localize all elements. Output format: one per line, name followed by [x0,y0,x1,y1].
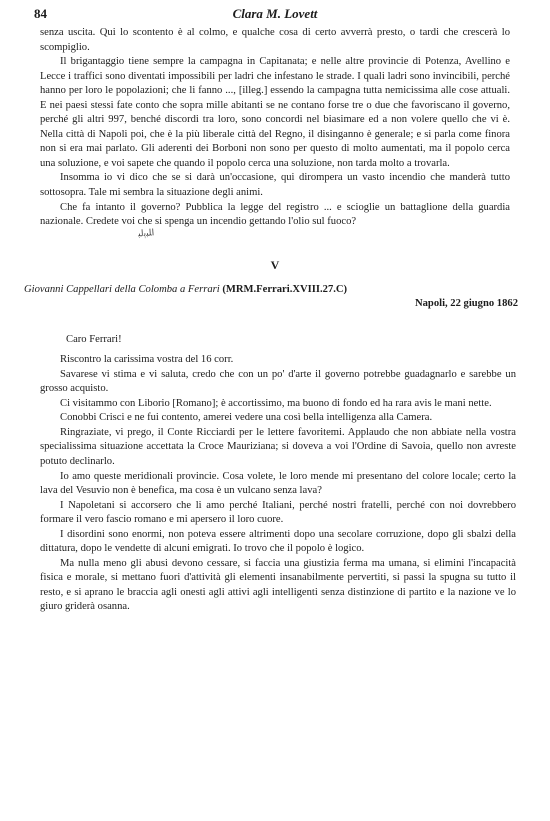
running-head [34,4,510,26]
paragraph: Che fa intanto il governo? Pubblica la legge del registro ... e scioglie un battaglione della guardia nazionale. Credete voi che si spenga un incendio gettando l'olio sul fuoco? [40,201,510,228]
paragraph: I Napoletani si accorsero che li amo perché Italiani, perché nostri fratelli, perché con noi dovrebbero formare il vero fascio romano e mi apersero il loro cuore. [40,499,516,526]
paragraph: Ringraziate, vi prego, il Conte Ricciardi per le lettere favoritemi. Applaudo che non abbiate nella vostra specialissima situazione accettata la Croce Mauriziana; si doveva a voi l'Ordine di Savoia, quello non avreste potuto declinarlo. [40,426,516,467]
letter-correspondents: Giovanni Cappellari della Colomba a Ferrari [24,283,220,295]
paragraph: Insomma io vi dico che se si darà un'occasione, qui dirompera un vasto incendio che manderà tutto sottosopra. Tale mi sembra la situazione degli animi. [40,172,510,199]
preceding-letter-text [40,26,510,237]
paragraph: Ci visitammo con Liborio [Romano]; è accortissimo, ma buono di fondo ed ha rara avis le mani nette. [60,397,492,409]
letter-heading [24,283,510,298]
archive-reference: (MRM.Ferrari.XVIII.27.C) [222,283,348,295]
paragraph: Riscontro la carissima vostra del 16 corr. [60,354,234,366]
paragraph: Io amo queste meridionali provincie. Cosa volete, le loro mende mi presentano del colore locale; certo la lava del Vesuvio non è benefica, ma cosa è un vulcano senza lava? [40,470,516,497]
paragraph: Il brigantaggio tiene sempre la campagna in Capitanata; e nelle altre provincie di Potenza, Avellino e Lecce i traffici sono diventati impossibili per ladri che infestano le strade. I quali ladri sono invincibili, perché hanno per loro le popolazioni; che li fanno ..., [illeg.] essendo la campagna tutta nemicissima alle cose attuali. E nei paesi stessi fate conto che sopra mille abitanti se ne contano forse tre o due che favoriscano il governo, perché gli altri 997, benché discordi tra loro, sono concordi nel biasimare ed a non volere quello che vi è. Nella città di Napoli poi, che è la più liberale città del Regno, il disinganno è generale; e si parla come finora non si era mai parlato. Gli aderenti dei Borboni non sono per questo di molto aumentati, ma il popolo cerca una soluzione, e voi sapete che quando il popolo cerca una soluzione, non tarda molto a trovarla. [40,56,510,169]
letter-dateline: Napoli, 22 giugno 1862 [414,298,518,310]
handwritten-scribble: ﺍﻠﺒﯦﻟﺒ [137,226,155,239]
paragraph: senza uscita. Qui lo scontento è al colmo, e qualche cosa di certo avverrà presto, o tardi che crescerà lo scompiglio. [40,27,510,53]
paragraph: Savarese vi stima e vi saluta, credo che con un po' d'arte il governo potrebbe guadagnarlo e sarebbe un grosso acquisto. [40,368,516,395]
paragraph: I disordini sono enormi, non poteva essere altrimenti dopo una secolare corruzione, dopo gli sbalzi della dittatura, dopo le vendette di alcuni emigrati. Io trovo che il popolo è logico. [40,528,516,555]
letter-salutation: Caro Ferrari! [66,333,122,345]
section-number: V [270,257,280,272]
paragraph: Ma nulla meno gli abusi devono cessare, si faccia una giustizia ferma ma umana, si elimini l'incapacità fisica e morale, si mettano fuori d'attività gli elementi insanabilmente pervertiti, si passi la spugna su tutto il resto, e si aprano le braccia agli onesti agli attivi agli intelligenti senza distinzione di partito e la nazione ve lo giuro griderà osanna. [40,557,516,613]
page-number: 84 [34,6,47,21]
letter-body [40,353,516,615]
paragraph: Conobbi Crisci e ne fui contento, amerei vedere una così bella intelligenza alla Camera. [60,412,433,424]
running-title: Clara M. Lovett [232,6,318,21]
